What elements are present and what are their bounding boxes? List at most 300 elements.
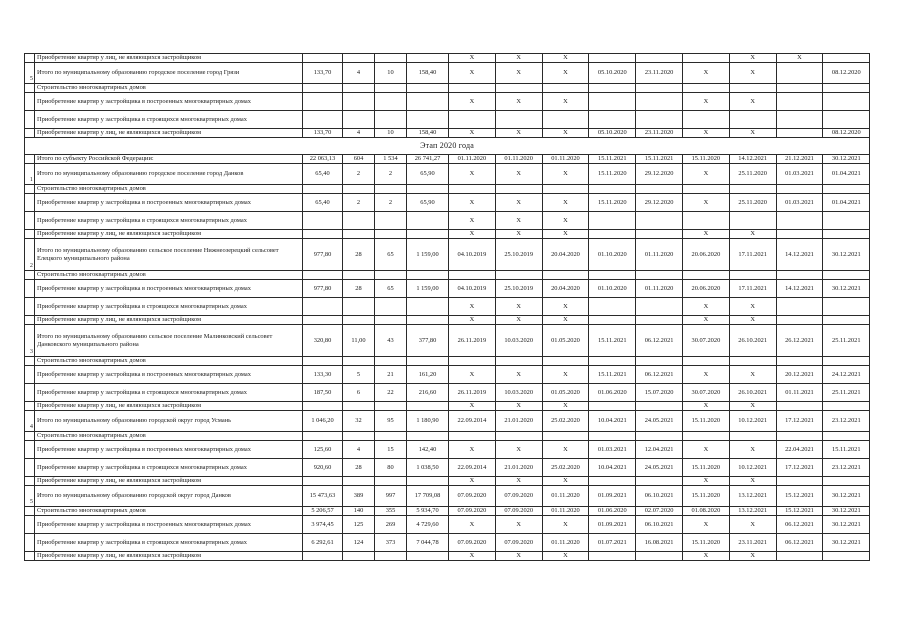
table-cell: 7 044,78 (407, 534, 449, 552)
row-description: Приобретение квартир у застройщика в строящихся многоквартирных домах (35, 384, 303, 402)
table-cell (636, 111, 683, 129)
table-cell (375, 230, 407, 239)
table-cell: 26.12.2021 (776, 325, 823, 357)
table-cell (636, 93, 683, 111)
table-cell: X (495, 129, 542, 138)
table-cell: 13.12.2021 (729, 486, 776, 507)
table-cell: X (449, 93, 496, 111)
table-cell: 1 534 (375, 155, 407, 164)
table-cell: X (542, 230, 589, 239)
table-cell: 22.04.2021 (776, 441, 823, 459)
table-cell: 07.09.2020 (449, 507, 496, 516)
table-cell (303, 316, 343, 325)
row-number: 4 (25, 411, 35, 432)
table-cell: X (729, 129, 776, 138)
table-row (25, 552, 870, 561)
table-cell: 25.10.2019 (495, 239, 542, 271)
table-cell: 10.04.2021 (589, 411, 636, 432)
table-cell (407, 111, 449, 129)
table-cell: X (542, 516, 589, 534)
table-cell (823, 432, 870, 441)
table-cell (589, 432, 636, 441)
table-cell: 30.07.2020 (682, 325, 729, 357)
table-cell: X (542, 366, 589, 384)
table-cell: 389 (343, 486, 375, 507)
table-cell: 01.03.2021 (776, 164, 823, 185)
table-cell: X (449, 298, 496, 316)
table-cell (823, 212, 870, 230)
table-cell (542, 111, 589, 129)
table-cell: 14.12.2021 (776, 239, 823, 271)
table-cell (636, 185, 683, 194)
table-cell (407, 477, 449, 486)
row-number (25, 507, 35, 516)
table-cell: 20.06.2020 (682, 280, 729, 298)
table-cell: 21 (375, 366, 407, 384)
table-cell: 15.12.2021 (776, 486, 823, 507)
row-description: Приобретение квартир у лиц, не являющихся застройщиком (35, 316, 303, 325)
table-row (25, 185, 870, 194)
table-cell (823, 316, 870, 325)
table-cell: 06.12.2021 (636, 366, 683, 384)
stage-title: Этап 2020 года (25, 138, 870, 155)
table-cell: X (542, 477, 589, 486)
table-cell (729, 111, 776, 129)
table-cell (542, 432, 589, 441)
table-cell: X (449, 552, 496, 561)
table-cell (303, 477, 343, 486)
table-cell (636, 230, 683, 239)
table-cell (823, 54, 870, 63)
table-cell: 06.12.2021 (776, 534, 823, 552)
row-description: Итого по муниципальному образованию городское поселение город Данков (35, 164, 303, 185)
table-cell (823, 93, 870, 111)
table-cell (729, 357, 776, 366)
table-cell: 25.11.2020 (729, 164, 776, 185)
table-cell: 01.06.2020 (589, 507, 636, 516)
table-cell: X (495, 516, 542, 534)
table-cell: 01.06.2020 (589, 384, 636, 402)
table-cell (303, 93, 343, 111)
table-cell (823, 298, 870, 316)
table-row (25, 298, 870, 316)
table-cell: 25.11.2021 (823, 384, 870, 402)
table-cell: X (449, 366, 496, 384)
table-cell (303, 111, 343, 129)
table-cell: X (682, 477, 729, 486)
table-cell: 22.09.2014 (449, 411, 496, 432)
table-cell: 17.11.2021 (729, 239, 776, 271)
table-cell: 15.11.2020 (589, 164, 636, 185)
table-cell: X (449, 230, 496, 239)
table-cell: 30.07.2020 (682, 384, 729, 402)
table-cell: 30.12.2021 (823, 516, 870, 534)
table-cell: 24.05.2021 (636, 459, 683, 477)
table-cell (776, 271, 823, 280)
table-cell: 01.11.2021 (776, 384, 823, 402)
document-page (24, 53, 870, 561)
table-cell: 16.08.2021 (636, 534, 683, 552)
row-description: Строительство многоквартирных домов (35, 271, 303, 280)
table-cell (729, 84, 776, 93)
row-description: Приобретение квартир у лиц, не являющихся застройщиком (35, 552, 303, 561)
table-cell: 25.11.2021 (823, 325, 870, 357)
table-row (25, 155, 870, 164)
table-cell: 15 (375, 441, 407, 459)
table-cell (343, 185, 375, 194)
table-cell: 01.03.2021 (776, 194, 823, 212)
table-cell (776, 185, 823, 194)
table-cell (375, 185, 407, 194)
table-cell: X (682, 230, 729, 239)
table-cell: 01.04.2021 (823, 194, 870, 212)
table-cell (542, 357, 589, 366)
table-cell: X (495, 402, 542, 411)
table-cell: 158,40 (407, 63, 449, 84)
table-cell (589, 230, 636, 239)
table-cell: X (776, 54, 823, 63)
table-cell: X (495, 298, 542, 316)
table-cell: 15.11.2021 (589, 325, 636, 357)
table-cell (343, 212, 375, 230)
table-cell (343, 84, 375, 93)
row-description: Приобретение квартир у застройщика в построенных многоквартирных домах (35, 194, 303, 212)
table-cell: 21.01.2020 (495, 411, 542, 432)
row-description: Приобретение квартир у лиц, не являющихся застройщиком (35, 54, 303, 63)
row-description: Приобретение квартир у застройщика в построенных многоквартирных домах (35, 280, 303, 298)
table-cell (303, 432, 343, 441)
table-cell: 20.12.2021 (776, 366, 823, 384)
table-cell (776, 63, 823, 84)
table-cell: X (449, 477, 496, 486)
table-cell: 2 (375, 194, 407, 212)
table-cell: 07.09.2020 (495, 507, 542, 516)
table-cell: 01.07.2021 (589, 534, 636, 552)
row-number (25, 432, 35, 441)
table-cell (776, 212, 823, 230)
table-cell: 4 (343, 129, 375, 138)
table-cell: 1 180,90 (407, 411, 449, 432)
table-cell: 17 709,08 (407, 486, 449, 507)
table-cell: X (729, 54, 776, 63)
table-cell (589, 357, 636, 366)
table-cell (375, 477, 407, 486)
table-cell: 22 063,13 (303, 155, 343, 164)
table-cell: 22 (375, 384, 407, 402)
table-cell: X (542, 316, 589, 325)
table-cell (776, 93, 823, 111)
table-cell: 28 (343, 239, 375, 271)
table-row (25, 432, 870, 441)
row-number (25, 280, 35, 298)
table-cell (343, 230, 375, 239)
table-cell (823, 402, 870, 411)
table-cell: 07.09.2020 (495, 534, 542, 552)
table-cell: 13.12.2021 (729, 507, 776, 516)
table-cell: 124 (343, 534, 375, 552)
table-cell: 29.12.2020 (636, 194, 683, 212)
table-cell: X (449, 194, 496, 212)
table-cell: 26.10.2021 (729, 325, 776, 357)
table-cell: 01.09.2021 (589, 486, 636, 507)
table-cell: 22.09.2014 (449, 459, 496, 477)
table-cell: 29.12.2020 (636, 164, 683, 185)
table-cell: 95 (375, 411, 407, 432)
table-cell (303, 357, 343, 366)
table-cell: 30.12.2021 (823, 239, 870, 271)
table-cell: 05.10.2020 (589, 129, 636, 138)
table-cell (776, 432, 823, 441)
table-cell (375, 298, 407, 316)
row-description: Приобретение квартир у застройщика в построенных многоквартирных домах (35, 441, 303, 459)
table-cell: X (542, 93, 589, 111)
table-cell: X (542, 63, 589, 84)
table-cell (449, 432, 496, 441)
table-cell: 158,40 (407, 129, 449, 138)
table-cell: 26.10.2021 (729, 384, 776, 402)
table-cell: 20.06.2020 (682, 239, 729, 271)
table-cell: 26.11.2019 (449, 325, 496, 357)
table-cell: X (495, 93, 542, 111)
table-cell (303, 271, 343, 280)
table-cell: X (449, 164, 496, 185)
table-cell: X (495, 212, 542, 230)
table-cell (407, 298, 449, 316)
table-cell: 10 (375, 129, 407, 138)
table-cell (303, 230, 343, 239)
table-cell: X (495, 63, 542, 84)
table-cell (343, 271, 375, 280)
table-cell: X (729, 316, 776, 325)
row-description: Приобретение квартир у застройщика в строящихся многоквартирных домах (35, 534, 303, 552)
table-cell: X (449, 212, 496, 230)
table-cell: 01.10.2020 (589, 239, 636, 271)
table-cell (375, 402, 407, 411)
table-cell: 25.02.2020 (542, 411, 589, 432)
table-cell (303, 298, 343, 316)
row-number (25, 534, 35, 552)
table-cell: X (495, 552, 542, 561)
row-number (25, 230, 35, 239)
table-cell (589, 402, 636, 411)
table-cell (407, 84, 449, 93)
table-cell: X (729, 93, 776, 111)
table-cell: 142,40 (407, 441, 449, 459)
table-cell (375, 212, 407, 230)
row-number: 5 (25, 486, 35, 507)
table-cell: X (542, 129, 589, 138)
table-cell (823, 357, 870, 366)
row-number (25, 477, 35, 486)
table-cell: X (682, 164, 729, 185)
table-row (25, 477, 870, 486)
row-number (25, 185, 35, 194)
table-cell: 23.11.2020 (636, 129, 683, 138)
table-cell: 01.05.2020 (542, 325, 589, 357)
table-cell: 06.12.2021 (636, 325, 683, 357)
row-number (25, 384, 35, 402)
table-cell (407, 432, 449, 441)
table-row (25, 54, 870, 63)
row-description: Итого по муниципальному образованию городской округ город Усмань (35, 411, 303, 432)
row-description: Приобретение квартир у лиц, не являющихся застройщиком (35, 230, 303, 239)
table-cell (636, 316, 683, 325)
table-cell (729, 432, 776, 441)
table-cell: 4 729,60 (407, 516, 449, 534)
table-cell: 377,80 (407, 325, 449, 357)
table-row (25, 459, 870, 477)
table-row (25, 441, 870, 459)
table-cell: 187,50 (303, 384, 343, 402)
table-cell (375, 271, 407, 280)
table-cell (343, 477, 375, 486)
table-cell: 4 (343, 441, 375, 459)
table-cell (303, 552, 343, 561)
table-cell: 20.04.2020 (542, 280, 589, 298)
row-description: Приобретение квартир у лиц, не являющихся застройщиком (35, 477, 303, 486)
row-number (25, 316, 35, 325)
table-cell (823, 111, 870, 129)
table-cell: X (449, 129, 496, 138)
table-cell: 25.02.2020 (542, 459, 589, 477)
table-cell: 133,70 (303, 129, 343, 138)
table-cell (729, 212, 776, 230)
table-cell (776, 298, 823, 316)
table-cell: X (682, 366, 729, 384)
table-cell: 07.09.2020 (449, 486, 496, 507)
table-row (25, 164, 870, 185)
table-cell: 17.11.2021 (729, 280, 776, 298)
table-cell: 15.07.2020 (636, 384, 683, 402)
table-cell: X (495, 477, 542, 486)
table-cell (449, 84, 496, 93)
table-cell (776, 129, 823, 138)
table-cell: 25.11.2020 (729, 194, 776, 212)
table-cell (682, 357, 729, 366)
table-cell: 65,90 (407, 164, 449, 185)
table-cell (303, 84, 343, 93)
row-number (25, 271, 35, 280)
table-cell: 04.10.2019 (449, 280, 496, 298)
row-number (25, 357, 35, 366)
table-row (25, 486, 870, 507)
table-cell (729, 185, 776, 194)
table-cell: 10.03.2020 (495, 325, 542, 357)
table-cell: X (542, 441, 589, 459)
table-cell (407, 185, 449, 194)
table-row (25, 230, 870, 239)
row-number (25, 111, 35, 129)
table-cell: 15.12.2021 (776, 507, 823, 516)
table-cell: X (495, 54, 542, 63)
table-cell: 977,80 (303, 239, 343, 271)
table-cell: 21.12.2021 (776, 155, 823, 164)
table-cell: 6 (343, 384, 375, 402)
table-cell (407, 271, 449, 280)
table-cell: X (449, 54, 496, 63)
table-cell: 15.11.2021 (589, 155, 636, 164)
table-cell: 21.01.2020 (495, 459, 542, 477)
table-cell (823, 271, 870, 280)
table-cell: X (495, 230, 542, 239)
table-cell: 65,40 (303, 194, 343, 212)
table-cell: 14.12.2021 (729, 155, 776, 164)
program-stages-table (24, 53, 870, 561)
table-cell (303, 54, 343, 63)
table-cell (495, 111, 542, 129)
table-cell: 30.12.2021 (823, 507, 870, 516)
table-cell (636, 298, 683, 316)
row-number (25, 194, 35, 212)
table-row (25, 325, 870, 357)
table-cell (823, 84, 870, 93)
row-description: Итого по муниципальному образованию городское поселение город Грязи (35, 63, 303, 84)
table-cell: 30.12.2021 (823, 155, 870, 164)
table-cell (682, 84, 729, 93)
row-number (25, 516, 35, 534)
table-cell: X (729, 552, 776, 561)
table-cell: X (449, 316, 496, 325)
table-cell: 01.10.2020 (589, 280, 636, 298)
table-cell: X (682, 402, 729, 411)
table-cell: 32 (343, 411, 375, 432)
table-cell: X (729, 441, 776, 459)
table-cell (823, 230, 870, 239)
table-cell (495, 357, 542, 366)
table-cell (343, 111, 375, 129)
table-cell (407, 93, 449, 111)
table-cell: 320,80 (303, 325, 343, 357)
row-description: Приобретение квартир у застройщика в строящихся многоквартирных домах (35, 298, 303, 316)
table-cell: 25.10.2019 (495, 280, 542, 298)
row-number (25, 366, 35, 384)
table-row (25, 129, 870, 138)
table-cell (343, 552, 375, 561)
row-description: Приобретение квартир у застройщика в строящихся многоквартирных домах (35, 212, 303, 230)
table-cell: 6 292,61 (303, 534, 343, 552)
row-number (25, 552, 35, 561)
table-cell: 01.04.2021 (823, 164, 870, 185)
table-cell (407, 212, 449, 230)
table-cell (682, 185, 729, 194)
table-cell: 10.12.2021 (729, 411, 776, 432)
table-cell: 3 974,45 (303, 516, 343, 534)
table-cell: 12.04.2021 (636, 441, 683, 459)
table-cell (542, 185, 589, 194)
table-cell: X (682, 441, 729, 459)
table-cell (449, 185, 496, 194)
table-cell: 07.09.2020 (449, 534, 496, 552)
table-cell: X (542, 194, 589, 212)
table-cell (682, 212, 729, 230)
table-row (25, 411, 870, 432)
table-cell (589, 111, 636, 129)
table-cell: 5 934,70 (407, 507, 449, 516)
table-cell: 15.11.2021 (823, 441, 870, 459)
table-cell: X (729, 230, 776, 239)
row-number (25, 402, 35, 411)
table-cell: 23.11.2021 (729, 534, 776, 552)
table-cell: X (729, 477, 776, 486)
table-cell: 80 (375, 459, 407, 477)
table-cell (636, 357, 683, 366)
table-cell: 4 (343, 63, 375, 84)
table-cell: 01.11.2020 (542, 507, 589, 516)
table-cell: X (495, 441, 542, 459)
table-body-before-stage (25, 54, 870, 138)
table-row (25, 516, 870, 534)
table-cell: X (495, 194, 542, 212)
